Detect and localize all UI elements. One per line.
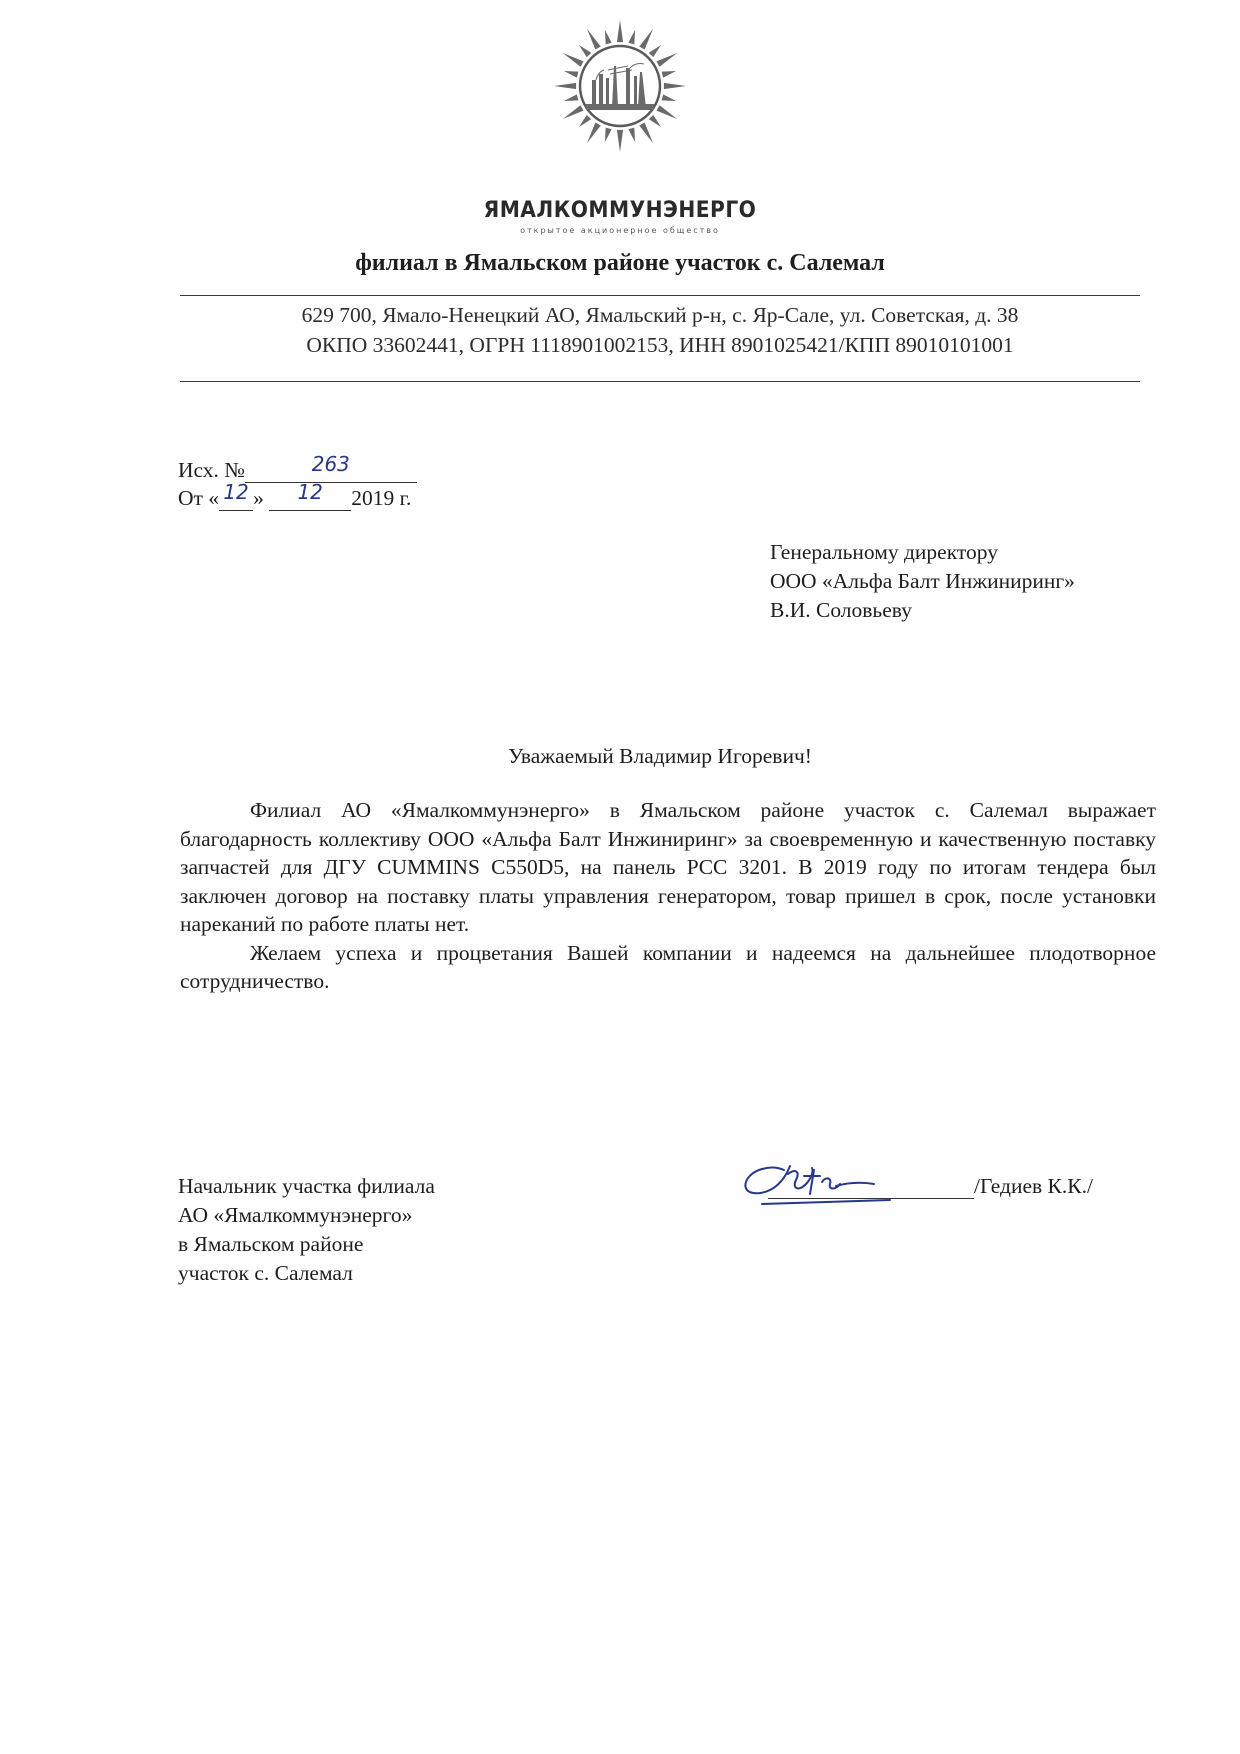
logo-sun-ray (639, 29, 653, 50)
date-prefix: От « (178, 486, 220, 510)
logo-sun-ray (579, 115, 591, 127)
logo-sun-ray (656, 105, 677, 119)
signatory-position-line-1: Начальник участка филиала (178, 1174, 435, 1198)
logo-sun-ray (649, 115, 661, 127)
addressee-block (770, 538, 1075, 625)
header-bottom-rule (180, 381, 1140, 382)
branch-title: филиал в Ямальском районе участок с. Салемал (355, 250, 885, 276)
company-logo-emblem (552, 18, 688, 154)
address-line: 629 700, Ямало-Ненецкий АО, Ямальский р-н, с. Яр-Сале, ул. Советская, д. 38 (301, 303, 1019, 327)
signatory-position-line-4: участок с. Салемал (178, 1261, 353, 1285)
date-day-value: 12 (223, 480, 249, 504)
logo-sun-ray (605, 30, 612, 44)
logo-sun-ray (563, 105, 584, 119)
outgoing-number-field (245, 452, 417, 483)
date-month-field (269, 480, 351, 511)
date-year: 2019 г. (351, 486, 412, 510)
signature-line (768, 1198, 974, 1199)
logo-sun-ray (564, 71, 578, 78)
logo-sun-ray (579, 45, 591, 57)
logo-sun-ray (664, 83, 686, 89)
logo-sun-ray (605, 128, 612, 142)
logo-sun-ray (628, 30, 635, 44)
logo-sun-ray (617, 20, 623, 42)
addressee-company: ООО «Альфа Балт Инжиниринг» (770, 569, 1075, 593)
outgoing-number-value: 263 (311, 452, 350, 476)
company-logo-name: ЯМАЛКОММУНЭНЕРГО (483, 198, 757, 223)
logo-sun-ray (564, 94, 578, 101)
signatory-name: /Гедиев К.К./ (974, 1174, 1093, 1198)
logo-sun-ray (639, 122, 653, 143)
date-day-field (219, 480, 253, 511)
logo-sun-ray (554, 83, 576, 89)
salutation: Уважаемый Владимир Игоревич! (508, 744, 812, 768)
outgoing-date-row (178, 480, 412, 511)
logo-sun-ray (587, 29, 601, 50)
handwritten-signature (740, 1150, 900, 1212)
letter-body (180, 796, 1156, 996)
signature-block (740, 1150, 1140, 1210)
date-month-value: 12 (297, 480, 323, 504)
addressee-name: В.И. Соловьеву (770, 598, 912, 622)
addressee-position: Генеральному директору (770, 540, 998, 564)
logo-sun-ray (656, 53, 677, 67)
company-logo-subtitle: открытое акционерное общество (520, 226, 720, 235)
body-paragraph-1: Филиал АО «Ямалкоммунэнерго» в Ямальском районе участок с. Салемал выражает благодарность коллективу ООО «Альфа Балт Инжиниринг» за своевременную и качественную поставку запчастей для ДГУ CUMMINS C550D5, на панель PCC 3201. В 2019 году по итогам тендера был заключен договор на поставку платы управления генератором, товар пришел в срок, после установки нареканий по работе платы нет. (180, 798, 1156, 936)
logo-sun-ray (563, 53, 584, 67)
header-top-rule (180, 295, 1140, 296)
logo-sun-ray (617, 130, 623, 152)
logo-sun-ray (628, 128, 635, 142)
logo-sun-ray (587, 122, 601, 143)
date-mid: » (253, 486, 264, 510)
body-paragraph-2: Желаем успеха и процветания Вашей компании и надеемся на дальнейшее плодотворное сотрудничество. (180, 940, 1156, 993)
logo-sun-ray (662, 71, 676, 78)
signatory-position-line-3: в Ямальском районе (178, 1232, 364, 1256)
logo-sun-ray (662, 94, 676, 101)
signatory-position-block (178, 1172, 435, 1288)
logo-sun-ray (649, 45, 661, 57)
outgoing-number-label: Исх. № (178, 458, 245, 482)
signatory-position-line-2: АО «Ямалкоммунэнерго» (178, 1203, 413, 1227)
registration-line: ОКПО 33602441, ОГРН 1118901002153, ИНН 8901025421/КПП 89010101001 (306, 333, 1014, 357)
